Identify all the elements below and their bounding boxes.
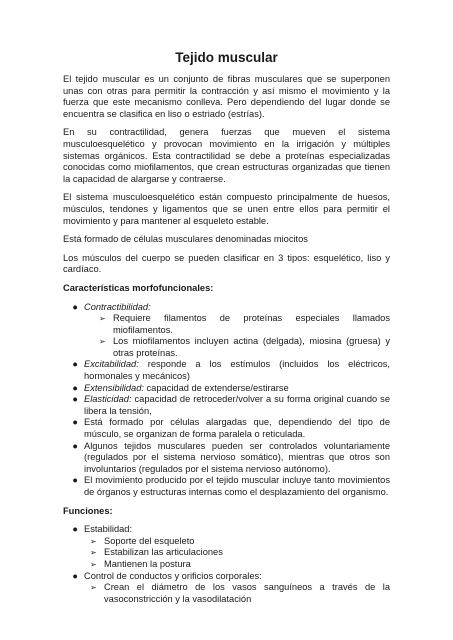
sublist [84,536,390,571]
paragraph-contractility: En su contractilidad, genera fuerzas que mueven el sistema musculoesquelético y provocan movimiento en la irrigación y múltiples sistemas orgánicos. Esta contractilidad se debe a proteínas especializadas conocidas como miofilamentos, que crean estructuras organizadas que tienen la capacidad de alargarse y contraerse. [63,127,390,184]
list-item [63,302,390,360]
characteristics-heading: Características morfofuncionales: [63,282,214,293]
bullet-dot-icon: ● [72,475,78,486]
item-text: Los miofilamentos incluyen actina (delgada), miosina (gruesa) y otras proteínas. [113,336,390,358]
arrow-bullet-icon: ➢ [90,536,97,546]
functions-heading: Funciones: [63,505,113,516]
term-label: Elasticidad: [84,394,132,405]
item-text: Control de conductos y orificios corporales: [84,570,262,581]
paragraph-musculoskeletal: El sistema musculoesquelético están compuesto principalmente de huesos, músculos, tendones y ligamentos que se unen entre ellos para permitir el movimiento y para mantener al esqueleto estable. [63,192,390,226]
item-text: capacidad de retroceder/volver a su forma original cuando se libera la tensión, [84,394,390,416]
list-item [63,359,390,382]
list-item [63,383,390,395]
list-item [99,336,390,359]
bullet-dot-icon: ● [72,524,78,535]
list-item [90,582,390,605]
bullet-dot-icon: ● [72,359,78,370]
list-item [63,571,390,606]
item-text: Algunos tejidos musculares pueden ser controlados voluntariamente (regulados por el sistema nervioso somático), mientras que otros son involuntarios (regulados por el sistema nervioso autónomo). [84,440,390,474]
paragraph-muscle-types: Los músculos del cuerpo se pueden clasificar en 3 tipos: esquelético, liso y cardíaco. [63,252,390,275]
term-label: Contractibilidad: [84,301,151,312]
arrow-bullet-icon: ➢ [90,583,97,593]
arrow-bullet-icon: ➢ [99,314,106,324]
arrow-bullet-icon: ➢ [90,548,97,558]
sublist [84,582,390,605]
list-item [63,441,390,476]
bullet-dot-icon: ● [72,301,78,312]
item-text: Soporte del esqueleto [104,535,195,546]
item-text: capacidad de extenderse/estirarse [143,382,289,393]
paragraph-intro: El tejido muscular es un conjunto de fibras musculares que se superponen unas con otras para permitir la contracción y así mismo el movimiento y la fuerza que este mecanismo conlleva. Pero dependiendo del lugar donde se encuentra se clasifica en liso o estriado (estrías). [63,74,390,119]
sublist [84,313,390,359]
bullet-dot-icon: ● [72,394,78,405]
item-text: Estabilizan las articulaciones [104,547,223,558]
paragraph-myocytes: Está formado de células musculares denominadas miocitos [63,234,308,245]
item-text: Estabilidad: [84,524,133,535]
item-text: responde a los estímulos (incluidos los eléctricos, hormonales y mecánicos) [84,359,390,382]
page-title: Tejido muscular [175,50,278,65]
item-text: Está formado por células alargadas que, dependiendo del tipo de músculo, se organizan de forma paralela o reticulada. [84,417,390,440]
characteristics-list [63,302,390,499]
list-item [63,475,390,498]
list-item [63,417,390,440]
list-item [63,394,390,417]
bullet-dot-icon: ● [72,382,78,393]
bullet-dot-icon: ● [72,417,78,428]
list-item [63,524,390,570]
list-item [99,313,390,336]
term-label: Excitabilidad: [84,359,139,370]
list-item [90,536,390,548]
item-text: Requiere filamentos de proteínas especiales llamados miofilamentos. [113,313,390,335]
functions-list [63,524,390,605]
item-text: Crean el diámetro de los vasos sanguíneos a través de la vasoconstricción y la vasodilatación [104,582,390,604]
term-label: Extensibilidad: [84,382,144,393]
bullet-dot-icon: ● [72,440,78,451]
arrow-bullet-icon: ➢ [99,337,106,347]
bullet-dot-icon: ● [72,570,78,581]
list-item [90,559,390,571]
item-text: Mantienen la postura [104,558,191,569]
item-text: El movimiento producido por el tejido muscular incluye tanto movimientos de órganos y estructuras internas como el desplazamiento del organismo. [84,475,390,497]
list-item [90,547,390,559]
arrow-bullet-icon: ➢ [90,559,97,569]
